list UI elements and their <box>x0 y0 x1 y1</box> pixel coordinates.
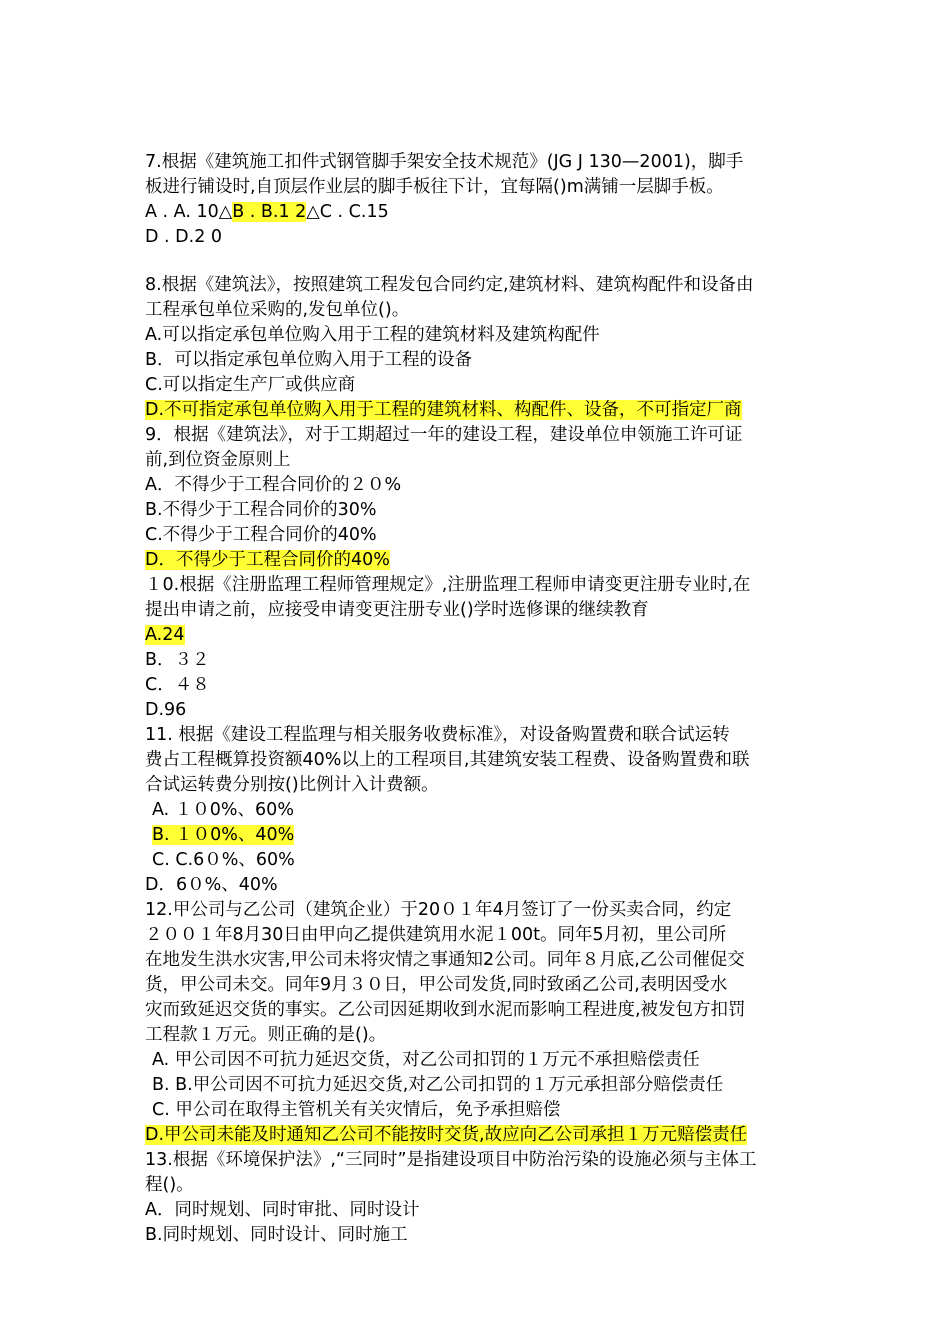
q8-option-b: B．可以指定承包单位购入用于工程的设备 <box>145 350 473 370</box>
q7-text-line-2: 板进行铺设时,自顶层作业层的脚手板往下计，宜每隔()m满铺一层脚手板。 <box>145 177 724 197</box>
q9-option-d-answer: D．不得少于工程合同价的40% <box>145 550 390 570</box>
q10-option-b: B．３２ <box>145 650 210 670</box>
q12-text-line-1: 12.甲公司与乙公司（建筑企业）于20０１年4月签订了一份买卖合同，约定 <box>145 900 732 920</box>
q7-option-c: C . C.15 <box>319 202 389 222</box>
q13-text-line-2: 程()。 <box>145 1175 194 1195</box>
q12-option-d-answer: D.甲公司未能及时通知乙公司不能按时交货,故应向乙公司承担１万元赔偿责任 <box>145 1125 748 1145</box>
q10-option-c: C．４８ <box>145 675 210 695</box>
q10-text-line-2: 提出申请之前，应接受申请变更注册专业()学时选修课的继续教育 <box>145 600 649 620</box>
q9-option-b: B.不得少于工程合同价的30% <box>145 500 377 520</box>
q8-option-a: A.可以指定承包单位购入用于工程的建筑材料及建筑构配件 <box>145 325 600 345</box>
option-separator-icon: △ <box>306 202 320 222</box>
q12-option-c: C. 甲公司在取得主管机关有关灾情后，免予承担赔偿 <box>152 1100 561 1120</box>
q10-option-a-answer: A.24 <box>145 625 185 645</box>
q13-text-line-1: 13.根据《环境保护法》,“三同时”是指建设项目中防治污染的设施必须与主体工 <box>145 1150 757 1170</box>
q7-options-row <box>145 200 389 224</box>
q7-option-b-answer: B . B.1 2 <box>232 202 307 222</box>
q11-option-a: A. １０0%、60% <box>152 800 294 820</box>
q11-option-c: C. C.6０%、60% <box>152 850 295 870</box>
q8-option-c: C.可以指定生产厂或供应商 <box>145 375 356 395</box>
q12-text-line-4: 货，甲公司未交。同年9月３０日，甲公司发货,同时致函乙公司,表明因受水 <box>145 975 728 995</box>
q12-option-a: A. 甲公司因不可抗力延迟交货，对乙公司扣罚的１万元不承担赔偿责任 <box>152 1050 700 1070</box>
q11-text-line-1: 11. 根据《建设工程监理与相关服务收费标准》，对设备购置费和联合试运转 <box>145 725 730 745</box>
q10-option-d: D.96 <box>145 700 187 720</box>
q7-option-a: A . A. 10 <box>145 202 219 222</box>
q9-option-a: A．不得少于工程合同价的２０% <box>145 475 402 495</box>
q12-text-line-2: ２００１年8月30日由甲向乙提供建筑用水泥１00t。同年5月初，里公司所 <box>145 925 727 945</box>
q9-text-line-2: 前,到位资金原则上 <box>145 450 291 470</box>
q12-option-b: B. B.甲公司因不可抗力延迟交货,对乙公司扣罚的１万元承担部分赔偿责任 <box>152 1075 724 1095</box>
q11-option-d: D．6０%、40% <box>145 875 278 895</box>
q13-option-b: B.同时规划、同时设计、同时施工 <box>145 1225 408 1245</box>
q11-text-line-2: 费占工程概算投资额40%以上的工程项目,其建筑安装工程费、设备购置费和联 <box>145 750 750 770</box>
q8-text-line-1: 8.根据《建筑法》，按照建筑工程发包合同约定,建筑材料、建筑构配件和设备由 <box>145 275 754 295</box>
q12-text-line-6: 工程款１万元。则正确的是()。 <box>145 1025 387 1045</box>
q13-option-a: A．同时规划、同时审批、同时设计 <box>145 1200 420 1220</box>
q7-text-line-1: 7.根据《建筑施工扣件式钢管脚手架安全技术规范》(JG J 130—2001)，脚手 <box>145 152 744 172</box>
q9-text-line-1: 9．根据《建筑法》，对于工期超过一年的建设工程，建设单位申领施工许可证 <box>145 425 743 445</box>
q10-text-line-1: １0.根据《注册监理工程师管理规定》,注册监理工程师申请变更注册专业时,在 <box>145 575 751 595</box>
option-separator-icon: △ <box>218 202 233 222</box>
q11-text-line-3: 合试运转费分别按()比例计入计费额。 <box>145 775 439 795</box>
q12-text-line-5: 灾而致延迟交货的事实。乙公司因延期收到水泥而影响工程进度,被发包方扣罚 <box>145 1000 746 1020</box>
q12-text-line-3: 在地发生洪水灾害,甲公司未将灾情之事通知2公司。同年８月底,乙公司催促交 <box>145 950 745 970</box>
q9-option-c: C.不得少于工程合同价的40% <box>145 525 377 545</box>
q7-option-d: D . D.2 0 <box>145 227 223 247</box>
q8-option-d-answer: D.不可指定承包单位购入用于工程的建筑材料、构配件、设备，不可指定厂商 <box>145 400 742 420</box>
q8-text-line-2: 工程承包单位采购的,发包单位()。 <box>145 300 410 320</box>
q11-option-b-answer: B. １０0%、40% <box>152 825 295 845</box>
